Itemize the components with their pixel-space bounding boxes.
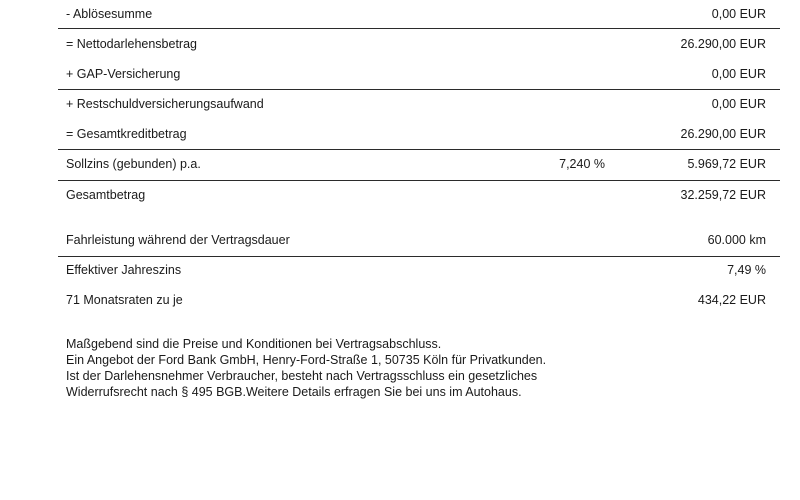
footnote-line: Ist der Darlehensnehmer Verbraucher, besteht nach Vertragsschluss ein gesetzliches: [66, 369, 538, 383]
row-label: 71 Monatsraten zu je: [66, 293, 183, 307]
row-label: Gesamtbetrag: [66, 188, 146, 202]
row-amount: 5.969,72 EUR: [687, 157, 766, 171]
row-effektiver-jahreszins: [58, 260, 780, 280]
divider: [58, 180, 780, 181]
row-amount: 32.259,72 EUR: [680, 188, 766, 202]
row-label: = Nettodarlehensbetrag: [66, 37, 197, 51]
divider: [58, 89, 780, 90]
row-gesamtkreditbetrag: [58, 124, 780, 144]
row-label: + Restschuldversicherungsaufwand: [66, 97, 264, 111]
row-amount: 0,00 EUR: [711, 7, 766, 21]
footnote-line: Maßgebend sind die Preise und Konditionen bei Vertragsabschluss.: [66, 337, 442, 351]
row-amount: 0,00 EUR: [711, 97, 766, 111]
row-label: Fahrleistung während der Vertragsdauer: [66, 233, 290, 247]
row-fahrleistung: [58, 230, 780, 250]
row-rate: 7,240 %: [559, 157, 605, 171]
row-sollzins: [58, 154, 780, 174]
row-amount: 0,00 EUR: [711, 67, 766, 81]
row-abloesesumme: [58, 4, 780, 24]
divider: [58, 28, 780, 29]
row-label: Effektiver Jahreszins: [66, 263, 182, 277]
divider: [58, 256, 780, 257]
row-monatsraten: [58, 290, 780, 310]
row-amount: 26.290,00 EUR: [680, 37, 766, 51]
loan-summary-document: [58, 0, 780, 500]
row-restschuldversicherung: [58, 94, 780, 114]
row-amount: 7,49 %: [727, 263, 766, 277]
row-label: Sollzins (gebunden) p.a.: [66, 157, 201, 171]
row-label: = Gesamtkreditbetrag: [66, 127, 187, 141]
row-nettodarlehensbetrag: [58, 34, 780, 54]
row-gap-versicherung: [58, 64, 780, 84]
footnote-line: Widerrufsrecht nach § 495 BGB.Weitere Details erfragen Sie bei uns im Autohaus.: [66, 385, 522, 399]
row-gesamtbetrag: [58, 185, 780, 205]
row-amount: 60.000 km: [707, 233, 766, 247]
row-label: - Ablösesumme: [66, 7, 153, 21]
footnote-line: Ein Angebot der Ford Bank GmbH, Henry-Ford-Straße 1, 50735 Köln für Privatkunden.: [66, 353, 547, 367]
divider: [58, 149, 780, 150]
row-amount: 26.290,00 EUR: [680, 127, 766, 141]
row-amount: 434,22 EUR: [697, 293, 766, 307]
legal-footnote: [66, 336, 626, 400]
row-label: + GAP-Versicherung: [66, 67, 181, 81]
